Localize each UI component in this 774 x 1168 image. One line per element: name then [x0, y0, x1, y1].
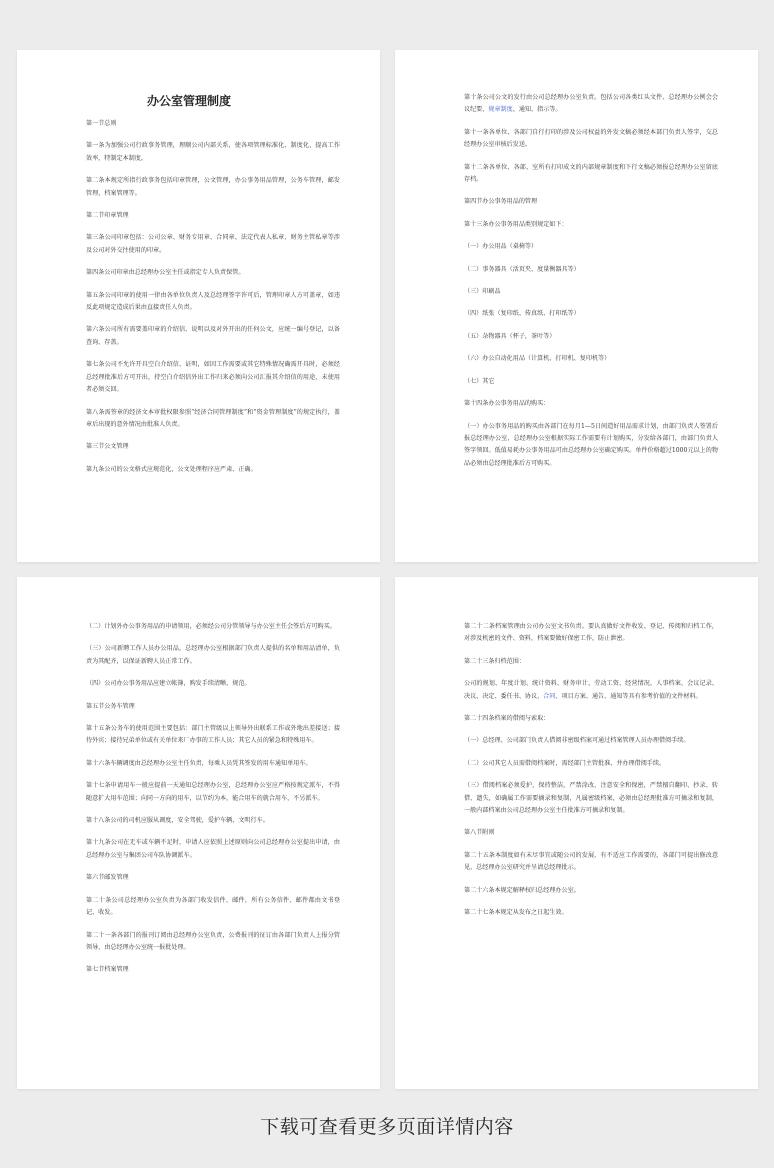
paragraph: 第二十条公司总经理办公室负责为各部门收发信件、邮件，所有公务信件、邮件都由文书登记、收发。: [86, 896, 340, 917]
paragraph: 第五节公务车管理: [86, 702, 135, 710]
paragraph: （一）总经理、公司部门负责人借阅非密级档案可通过档案管理人员办理借阅手续。: [464, 737, 690, 745]
paragraph: 第三节公文管理: [86, 443, 129, 451]
document-page-3: [17, 577, 380, 1089]
page-1-body: [86, 118, 340, 476]
paragraph: 第十五条公务车的使用范围主要包括：部门主管级以上领导外出联系工作或外地出差接送；接待外宾；接待兄弟单位或有关单位来厂办事的工作人员；其它人员的紧急和特殊用车。: [86, 725, 340, 745]
paragraph: 第二条本规定所指行政事务包括印章管理，公文管理，办公事务用品管理，公务车管理，邮发管理，档案管理等。: [86, 177, 340, 197]
paragraph: （三）公司新聘工作人员办公用品，总经理办公室根据部门负责人提供的名单和用品清单，负责为其配齐，以保证新聘人员正常工作。: [86, 645, 340, 665]
paragraph-text: 公司的规划、年度计划、统计资料、财务审计、劳动工资、经营情况、人事档案、会议记录、决议、决定、委任书、协议、: [464, 680, 718, 700]
paragraph: 第十七条申请用车一般应提前一天通知总经理办公室，总经理办公室应严格按规定派车，不得随意扩大用车范围；向同一方向的用车，以节约为本，能合用车的就合用车，不另派车。: [86, 782, 340, 802]
document-page-2: [395, 50, 758, 562]
paragraph: （二）计划外办公事务用品的申请领用，必须经公司分管领导与办公室主任会签后方可购买。: [86, 623, 336, 630]
page-2-body: [464, 127, 718, 470]
paragraph: （五）杂物器具（杯子，茶叶等）: [464, 332, 556, 340]
paragraph: （二）公司其它人员需借阅档案时，需经部门主管批准，并办理借阅手续。: [464, 759, 666, 767]
paragraph: 第十九条公司在无车或车辆不足时，申请人应依照上述原则向公司总经理办公室提出申请，由总经理办公室与集团公司车队协调派车。: [86, 839, 340, 859]
paragraph: 第十三条办公事务用品类别规定如下：: [464, 220, 568, 228]
paragraph: （四）纸张（复印纸、传真纸、打印纸等）: [464, 310, 580, 318]
page-4-body-bottom: [464, 713, 718, 919]
page-4-body-top: [464, 621, 718, 668]
paragraph: （二）事务器具（活页夹、度量衡器具等）: [464, 265, 580, 273]
paragraph: 第二节印章管理: [86, 212, 129, 220]
paragraph: （一）办公事务用品的购买由各部门在每月1—5日间造好用品需求计划，由部门负责人签署后报总经理办公室，总经理办公室根据实际工作需要有计划购买，分发给各部门，由部门负责人签字领回。低值易耗办公事务用品可由总经理办公室确定购买。单件价格超过1000元以上的物品必须由总经理批准后方可购买。: [464, 422, 718, 467]
paragraph: （三）借阅档案必须爱护，保持整洁，严禁涂改，注意安全和保密，严禁擅自翻印、抄录、转借、遗失，如确属工作需要摘录和复制，凡属密级档案，必须由总经理批准方可摘录和复制，一般内部档案由公司总经理办公室主任批准方可摘录和复制。: [464, 782, 718, 815]
paragraph: 第二十二条档案管理由公司办公室文书负责。要认真做好文件收发、登记、传阅和归档工作，对涉及机密的文件、资料，档案要做好保密工作，防止泄密。: [464, 623, 718, 643]
paragraph: 第二十六条本规定解释权归总经理办公室。: [464, 886, 580, 894]
paragraph: 第二十三条归档范围：: [464, 657, 525, 665]
paragraph-text: 、通知、指示等。: [512, 106, 562, 114]
paragraph: 第六条公司所有需要盖印章的介绍信、说明以及对外开出的任何公文，应统一编号登记，以备查询、存盖。: [86, 326, 340, 346]
paragraph: （六）办公自动化用品（计算机、打印机、复印机等）: [464, 355, 611, 363]
paragraph-text: 、项目方案、通告、通知等具有参考价值的文件材料。: [555, 692, 702, 700]
document-page-1: [17, 50, 380, 562]
paragraph: 第十八条公司的司机应服从调度，安全驾驶，爱护车辆，文明行车。: [86, 817, 269, 825]
paragraph: 第二十五条本制度如有未尽事宜或随公司的发展，有不适应工作需要的，各部门可提出修改意见，总经理办公室研究并呈请总经理批示。: [464, 851, 718, 872]
paragraph: 第八节附则: [464, 829, 495, 837]
paragraph: 第十六条车辆调度由总经理办公室主任负责，每乘人员凭其签发的用车通知单用车。: [86, 759, 312, 767]
document-title: 办公室管理制度: [147, 94, 232, 108]
paragraph: （七）其它: [464, 377, 495, 385]
paragraph: [464, 92, 718, 117]
paragraph: （四）公司办公事务用品应建立帐簿，购发手续清晰、规范。: [86, 680, 251, 688]
paragraph: 第四节办公事务用品的管理: [464, 198, 538, 206]
contract-link[interactable]: 合同: [543, 692, 556, 700]
paragraph: 第一节总则: [86, 120, 117, 127]
paragraph: [464, 678, 718, 703]
paragraph: 第二十一条各部门的报刊订阅由总经理办公室负责，公费报刊的征订由各部门负责人上报分管领导，由总经理办公室统一报批处理。: [86, 931, 340, 951]
paragraph: 第二十四条档案的借阅与索取：: [464, 715, 550, 723]
rules-link[interactable]: 规章制度: [488, 106, 513, 114]
paragraph: 第七条公司不允许开具空白介绍信、证明，如因工作需要或其它特殊情况确需开具时，必须经总经理批准后方可开出，持空白介绍信外出工作归来必须向公司汇报其介绍信的用途，未使用者必须交回。: [86, 361, 340, 394]
document-page-4: [395, 577, 758, 1089]
paragraph: （三）印刷品: [464, 288, 501, 296]
paragraph: 第十一条各单位、各部门自行打印的涉及公司权益的外发文稿必须经本部门负责人签字，交总经理办公室审核后发送。: [464, 128, 718, 149]
paragraph: 第三条公司印章包括：公司公章、财务专用章、合同章、法定代表人私章、财务主管私章等涉及公司对外交往使用的印章。: [86, 234, 340, 254]
paragraph: 第六节邮发管理: [86, 874, 129, 882]
page-3-body: [86, 621, 340, 977]
paragraph: 第四条公司印章由总经理办公室主任或指定专人负责保管。: [86, 269, 245, 277]
paragraph-text: 第十条公司公文的发行由公司总经理办公室负责。包括公司各类红头文件、总经理办公例会会议纪要、: [464, 94, 718, 114]
paragraph: （一）办公用品（桌椅等）: [464, 243, 538, 251]
paragraph: 第五条公司印章的使用一律由各单位负责人及总经理签字许可后，管理印章人方可盖章，如违反此项规定造成后果由直接责任人负责。: [86, 291, 340, 312]
paragraph: 第一条为加强公司行政事务管理，理顺公司内部关系，使各项管理标准化、制度化，提高工作效率，特制定本制度。: [86, 142, 340, 162]
paragraph: 第九条公司的公文格式应规范化，公文处理程序应严肃、正确。: [86, 465, 257, 473]
paragraph: 第八条需签章的经济文本审批权限参照“经济合同管理制度”和“资金管理制度”的规定执行，盖章后出现的意外情况由批准人负责。: [86, 408, 340, 428]
paragraph: 第二十七条本规定从发布之日起生效。: [464, 909, 568, 917]
paragraph: 第七节档案管理: [86, 966, 129, 974]
paragraph: 第十二条各单位、各部、室所有打印成文的内部规章制度和下行文稿必须报总经理办公室留底存档。: [464, 163, 718, 184]
paragraph: 第十四条办公事务用品的购买：: [464, 400, 550, 408]
download-more-caption[interactable]: 下载可查看更多页面详情内容: [260, 1116, 514, 1138]
